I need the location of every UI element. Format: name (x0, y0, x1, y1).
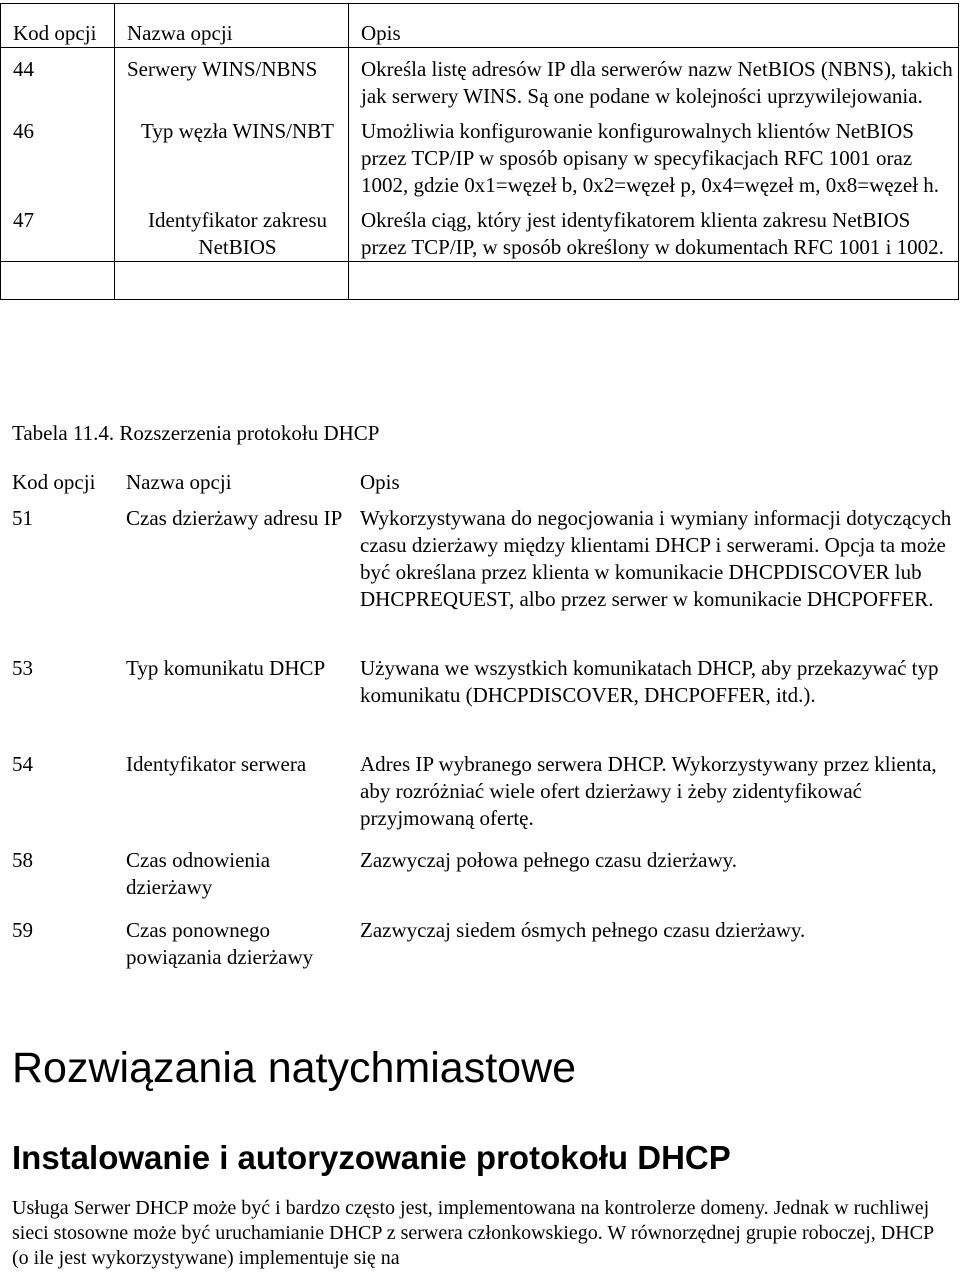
table-caption: Tabela 11.4. Rozszerzenia protokołu DHCP (12, 421, 380, 445)
cell-desc: Zazwyczaj siedem ósmych pełnego czasu dzierżawy. (360, 918, 806, 942)
cell-name: Identyfikator serwera (126, 752, 307, 776)
cell-name: Typ węzła WINS/NBT (115, 110, 349, 199)
table-row (1, 48, 959, 111)
cell-name: Czas ponownego powiązania dzierżawy (126, 918, 314, 969)
cell-desc: Wykorzystywana do negocjowania i wymiany informacji dotyczących czasu dzierżawy między klientami DHCP i serwerami. Opcja ta może być określana przez klienta w komunikacie DHCPDISCOVER lub DHCPREQUEST, albo przez serwer w komunikacie DHCPOFFER. (360, 506, 952, 611)
header-code: Kod opcji (12, 470, 96, 494)
header-desc: Opis (349, 4, 959, 48)
cell-code: 47 (1, 199, 115, 262)
cell-desc: Zazwyczaj połowa pełnego czasu dzierżawy. (360, 848, 738, 872)
table-row (0, 743, 958, 839)
options-table-netbios (0, 3, 959, 300)
cell-name: Serwery WINS/NBNS (115, 48, 349, 111)
header-desc: Opis (360, 470, 400, 494)
body-paragraph: Usługa Serwer DHCP może być i bardzo często jest, implementowana na kontrolerze domeny. Jednak w ruchliwej sieci stosowne może być uruchamianie DHCP z serwera członkowskiego. W równorzędnej grupie roboczej, DHCP (o ile jest wykorzystywane) implementuje się na (12, 1197, 934, 1269)
subsection-heading: Instalowanie i autoryzowanie protokołu DHCP (12, 1139, 731, 1176)
table-header-row (0, 461, 958, 497)
table-row (0, 497, 958, 647)
cell-code: 44 (1, 48, 115, 111)
table-row (0, 647, 958, 743)
cell-name: Czas dzierżawy adresu IP (126, 506, 343, 530)
header-name: Nazwa opcji (115, 4, 349, 48)
table-header-row (1, 4, 959, 48)
section-heading: Rozwiązania natychmiastowe (12, 1044, 577, 1092)
table-row (1, 199, 959, 262)
table-empty-row (1, 262, 959, 300)
cell-desc: Określa ciąg, który jest identyfikatorem klienta zakresu NetBIOS przez TCP/IP, w sposób określony w dokumentach RFC 1001 i 1002. (349, 199, 959, 262)
options-table-dhcp (0, 461, 958, 971)
cell-desc: Umożliwia konfigurowanie konfigurowalnych klientów NetBIOS przez TCP/IP w sposób opisany w specyfikacjach RFC 1001 oraz 1002, gdzie 0x1=węzeł b, 0x2=węzeł p, 0x4=węzeł m, 0x8=węzeł h. (349, 110, 959, 199)
table-row (1, 110, 959, 199)
header-name: Nazwa opcji (126, 470, 232, 494)
cell-code: 54 (12, 752, 33, 776)
cell-name: Czas odnowienia dzierżawy (126, 848, 271, 899)
cell-desc: Adres IP wybranego serwera DHCP. Wykorzystywany przez klienta, aby rozróżniać wiele ofert dzierżawy i żeby zidentyfikować przyjmowaną ofertę. (360, 752, 937, 830)
cell-code: 46 (1, 110, 115, 199)
cell-desc: Określa listę adresów IP dla serwerów nazw NetBIOS (NBNS), takich jak serwery WINS. Są one podane w kolejności uprzywilejowania. (349, 48, 959, 111)
cell-code: 59 (12, 918, 33, 942)
cell-name: Identyfikator zakresu NetBIOS (115, 199, 349, 262)
cell-code: 51 (12, 506, 33, 530)
cell-desc: Używana we wszystkich komunikatach DHCP, aby przekazywać typ komunikatu (DHCPDISCOVER, DHCPOFFER, itd.). (360, 656, 939, 707)
header-code: Kod opcji (1, 4, 115, 48)
cell-code: 58 (12, 848, 33, 872)
table-row (0, 909, 958, 971)
cell-code: 53 (12, 656, 33, 680)
cell-name: Typ komunikatu DHCP (126, 656, 326, 680)
table-row (0, 839, 958, 909)
